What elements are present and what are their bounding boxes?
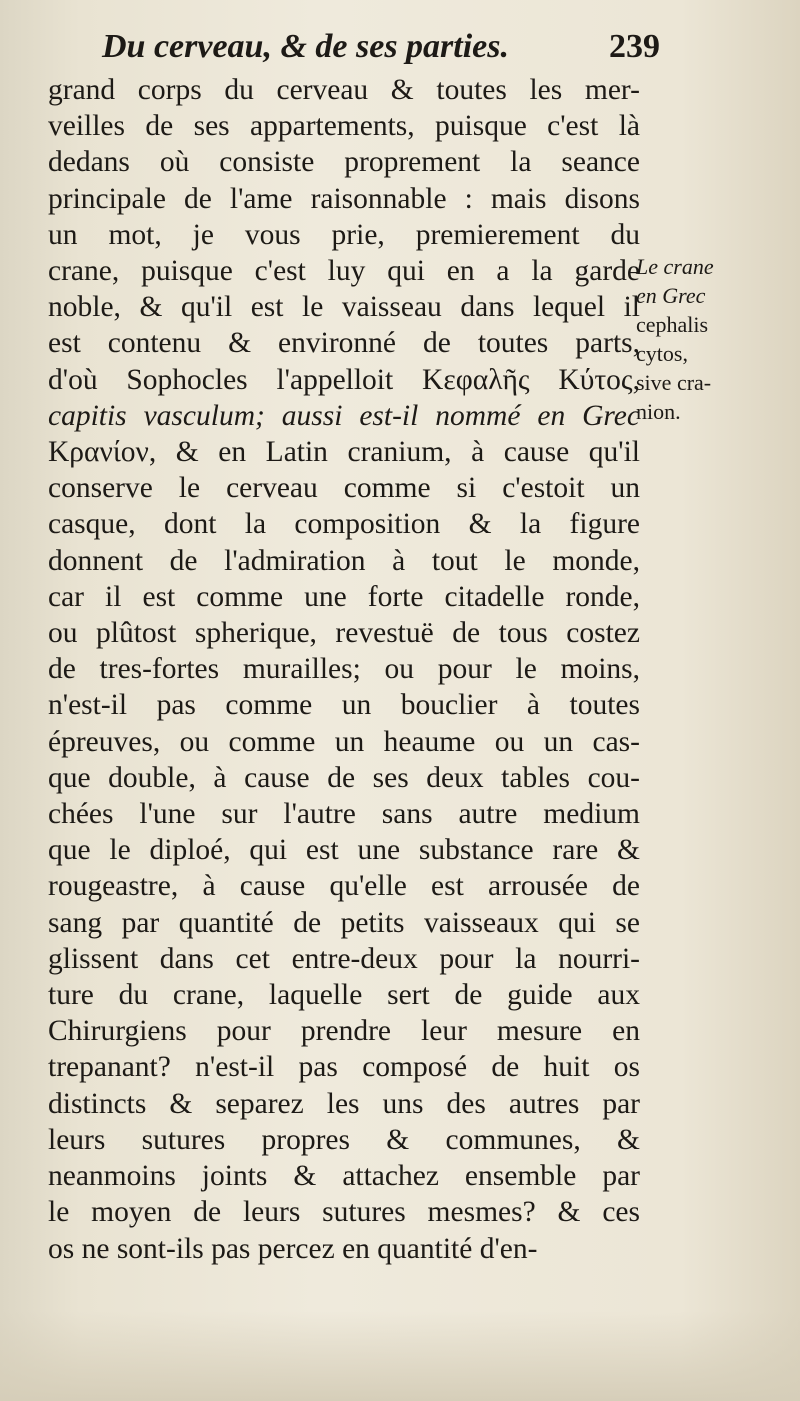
text-line: que le diploé, qui est une substance rare & bbox=[48, 834, 640, 867]
text-line: principale de l'ame raisonnable : mais disons bbox=[48, 182, 640, 215]
text-line: glissent dans cet entre-deux pour la nourri- bbox=[48, 942, 640, 975]
text-line: car il est comme une forte citadelle ronde, bbox=[48, 580, 640, 613]
text-line: chées l'une sur l'autre sans autre medium bbox=[48, 798, 640, 831]
text-line: est contenu & environné de toutes parts, bbox=[48, 327, 640, 360]
body-text bbox=[48, 72, 640, 1267]
text-line: trepanant? n'est-il pas composé de huit os bbox=[48, 1051, 640, 1084]
text-line: ture du crane, laquelle sert de guide aux bbox=[48, 979, 640, 1012]
page-header bbox=[102, 28, 660, 76]
text-line: que double, à cause de ses deux tables cou- bbox=[48, 761, 640, 794]
text-line: Chirurgiens pour prendre leur mesure en bbox=[48, 1015, 640, 1048]
running-title: Du cerveau, & de ses parties. bbox=[102, 28, 510, 65]
text-line: le moyen de leurs sutures mesmes? & ces bbox=[48, 1196, 640, 1229]
text-line: crane, puisque c'est luy qui en a la garde bbox=[48, 255, 640, 288]
text-line: noble, & qu'il est le vaisseau dans lequel il bbox=[48, 291, 640, 324]
margin-note-line: cephalis bbox=[636, 312, 709, 337]
text-line: épreuves, ou comme un heaume ou un cas- bbox=[48, 725, 640, 758]
text-line: casque, dont la composition & la figure bbox=[48, 508, 640, 541]
text-line: donnent de l'admiration à tout le monde, bbox=[48, 544, 640, 577]
margin-note-line: sive cra- bbox=[636, 370, 712, 395]
text-line: distincts & separez les uns des autres par bbox=[48, 1087, 640, 1120]
text-line: grand corps du cerveau & toutes les mer- bbox=[48, 74, 640, 106]
text-line: sang par quantité de petits vaisseaux qui se bbox=[48, 906, 640, 939]
text-line: dedans où consiste proprement la seance bbox=[48, 146, 640, 179]
text-line: un mot, je vous prie, premierement du bbox=[48, 218, 640, 251]
text-line: os ne sont-ils pas percez en quantité d'en- bbox=[48, 1232, 538, 1265]
text-line: leurs sutures propres & communes, & bbox=[48, 1123, 640, 1156]
text-line: capitis vasculum; aussi est-il nommé en Grec bbox=[48, 399, 640, 432]
text-line: d'où Sophocles l'appelloit Κεφαλῆς Κύτος, bbox=[48, 363, 640, 396]
text-line: rougeastre, à cause qu'elle est arrousée de bbox=[48, 870, 640, 903]
margin-note-line: nion. bbox=[636, 399, 681, 424]
text-line: veilles de ses appartements, puisque c'est là bbox=[48, 110, 640, 143]
page-number: 239 bbox=[609, 28, 660, 65]
margin-note bbox=[636, 252, 800, 426]
text-line: neanmoins joints & attachez ensemble par bbox=[48, 1160, 640, 1193]
text-line: de tres-fortes murailles; ou pour le moins, bbox=[48, 653, 640, 686]
text-line: ou plûtost spherique, revestuë de tous costez bbox=[48, 617, 640, 650]
margin-note-line: en Grec bbox=[636, 283, 706, 308]
text-line: Κρανίον, & en Latin cranium, à cause qu'il bbox=[48, 436, 640, 469]
margin-note-line: Le crane bbox=[636, 254, 714, 279]
margin-note-line: cytos, bbox=[636, 341, 688, 366]
text-line: conserve le cerveau comme si c'estoit un bbox=[48, 472, 640, 505]
text-line: n'est-il pas comme un bouclier à toutes bbox=[48, 689, 640, 722]
